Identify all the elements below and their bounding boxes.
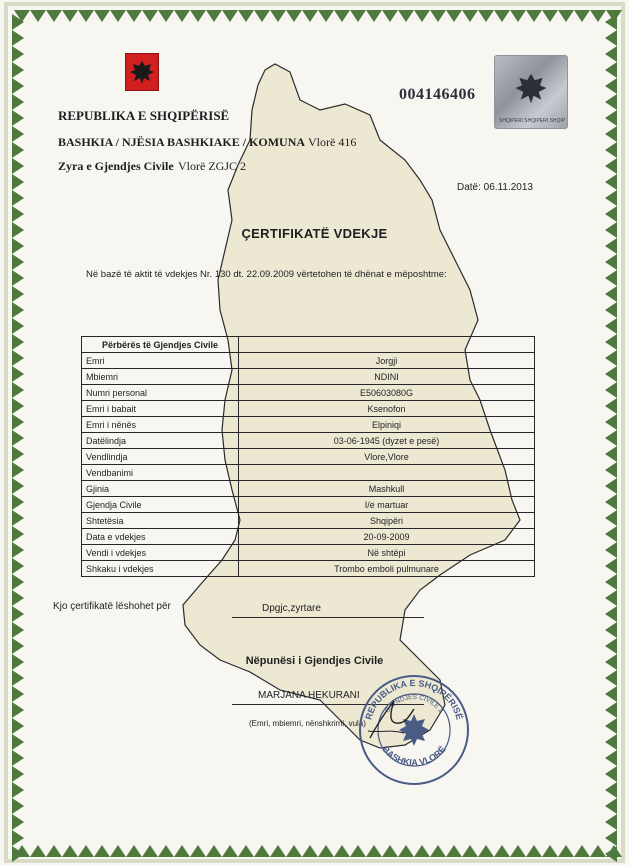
frame-ornament [12,766,24,782]
frame-ornament [12,814,24,830]
frame-ornament [605,174,617,190]
frame-ornament [526,10,542,22]
frame-ornament [605,318,617,334]
frame-ornament [190,845,206,857]
frame-ornament [12,110,24,126]
frame-ornament [605,670,617,686]
frame-ornament [12,350,24,366]
frame-ornament [350,10,366,22]
frame-ornament [302,845,318,857]
intro-text: Në bazë të aktit të vdekjes Nr. 130 dt. 22.09.2009 vërtetohen të dhënat e mëposhtme: [86,269,447,280]
frame-ornament [605,782,617,798]
frame-ornament [558,845,574,857]
table-row [82,385,535,401]
frame-ornament [190,10,206,22]
frame-ornament [222,10,238,22]
frame-ornament [605,478,617,494]
frame-ornament [414,10,430,22]
stamp-inner-text: GJENDJES CIVILE 2 [383,693,445,715]
frame-ornament [605,510,617,526]
frame-ornament [605,686,617,702]
frame-ornament [12,798,24,814]
frame-ornament [574,845,590,857]
frame-ornament [12,158,24,174]
handwritten-signature [360,693,420,743]
frame-ornament [12,718,24,734]
field-label: Emri i babait [82,401,239,417]
frame-ornament [12,30,24,46]
frame-ornament [174,845,190,857]
frame-ornament [94,845,110,857]
frame-ornament [12,750,24,766]
frame-ornament [30,10,46,22]
field-label: Shtetësia [82,513,239,529]
field-value: Vlore,Vlore [239,449,535,465]
frame-ornament [605,126,617,142]
frame-ornament [158,845,174,857]
frame-ornament [12,558,24,574]
frame-ornament [605,766,617,782]
frame-ornament [206,845,222,857]
frame-ornament [382,845,398,857]
frame-ornament [605,158,617,174]
frame-ornament [142,10,158,22]
frame-ornament [494,845,510,857]
frame-ornament [12,526,24,542]
frame-ornament [478,845,494,857]
officer-title: Nëpunësi i Gjendjes Civile [245,655,384,667]
frame-ornament [430,845,446,857]
field-label: Emri [82,353,239,369]
frame-ornament [605,414,617,430]
frame-ornament [12,830,24,846]
frame-ornament [605,526,617,542]
frame-ornament [605,830,617,846]
field-label: Shkaku i vdekjes [82,561,239,577]
field-label: Gjinia [82,481,239,497]
frame-ornament [12,174,24,190]
table-row [82,561,535,577]
frame-ornament [605,446,617,462]
frame-ornament [12,254,24,270]
frame-ornament [334,845,350,857]
frame-ornament [510,10,526,22]
header-office-value: Vlorë ZGJC 2 [178,159,246,173]
frame-ornament [605,590,617,606]
frame-ornament [12,414,24,430]
field-value: Mashkull [239,481,535,497]
issued-for-value: Dpgjc,zyrtare [262,603,321,614]
frame-ornament [605,574,617,590]
frame-ornament [590,10,606,22]
field-label: Vendbanimi [82,465,239,481]
frame-ornament [605,814,617,830]
field-label: Vendi i vdekjes [82,545,239,561]
frame-ornament [605,302,617,318]
frame-ornament [12,574,24,590]
frame-ornament [12,670,24,686]
frame-ornament [12,446,24,462]
frame-ornament [12,590,24,606]
frame-ornament [494,10,510,22]
frame-ornament [12,702,24,718]
frame-ornament [78,10,94,22]
field-value: Në shtëpi [239,545,535,561]
table-row [82,513,535,529]
frame-ornament [206,10,222,22]
frame-ornament [12,366,24,382]
frame-ornament [12,462,24,478]
field-label: Emri i nënës [82,417,239,433]
civil-status-table-body [82,337,535,577]
table-row [82,417,535,433]
frame-ornament [605,30,617,46]
frame-ornament [526,845,542,857]
frame-ornament [446,10,462,22]
frame-ornament [605,430,617,446]
frame-ornament [270,10,286,22]
frame-ornament [350,845,366,857]
frame-ornament [110,845,126,857]
table-row [82,369,535,385]
frame-ornament [605,638,617,654]
frame-ornament [366,845,382,857]
table-row [82,449,535,465]
frame-ornament [12,142,24,158]
frame-ornament [478,10,494,22]
frame-ornament [126,845,142,857]
frame-ornament [286,10,302,22]
frame-ornament [12,206,24,222]
officer-name: MARJANA HEKURANI [258,690,360,701]
field-value: Jorgji [239,353,535,369]
frame-ornament [12,286,24,302]
header-republic: REPUBLIKA E SHQIPËRISË [58,108,230,123]
frame-ornament [605,494,617,510]
table-row [82,401,535,417]
field-label: Data e vdekjes [82,529,239,545]
frame-ornament [605,190,617,206]
frame-ornament [605,606,617,622]
field-label: Gjendja Civile [82,497,239,513]
civil-status-table [81,336,535,577]
frame-ornament [574,10,590,22]
frame-ornament [12,302,24,318]
frame-ornament [605,142,617,158]
frame-ornament [430,10,446,22]
frame-ornament [590,845,606,857]
frame-ornament [605,558,617,574]
frame-ornament [12,46,24,62]
frame-ornament [542,10,558,22]
frame-ornament [605,382,617,398]
frame-ornament [270,845,286,857]
frame-ornament [318,10,334,22]
field-value: I/e martuar [239,497,535,513]
frame-ornament [12,190,24,206]
table-header-empty-cell [239,337,535,353]
frame-ornament [12,62,24,78]
security-hologram [494,55,568,129]
frame-ornament [605,334,617,350]
table-header-cell: Përbërës të Gjendjes Civile [82,337,239,353]
header-office-label: Zyra e Gjendjes Civile [58,159,174,173]
table-row [82,465,535,481]
stamp-bottom-text: BASHKIA VLORË [380,744,448,768]
frame-ornament [302,10,318,22]
albanian-flag-icon [125,53,159,91]
frame-ornament [605,270,617,286]
frame-ornament [12,606,24,622]
table-row [82,545,535,561]
frame-ornament [542,845,558,857]
frame-ornament [382,10,398,22]
frame-ornament [12,478,24,494]
frame-ornament [462,10,478,22]
stamp-outer-text: REPUBLIKA E SHQIPËRISË [363,677,465,721]
frame-ornament [605,78,617,94]
frame-ornament [254,845,270,857]
frame-ornament [62,845,78,857]
frame-ornament [158,10,174,22]
frame-ornament [254,10,270,22]
field-label: Vendlindja [82,449,239,465]
frame-ornament [605,542,617,558]
frame-ornament [605,366,617,382]
frame-ornament [222,845,238,857]
field-value: 03-06-1945 (dyzet e pesë) [239,433,535,449]
frame-ornament [110,10,126,22]
frame-ornament [605,798,617,814]
field-value: 20-09-2009 [239,529,535,545]
table-header-row [82,337,535,353]
field-value [239,465,535,481]
issued-for-line [232,617,424,618]
frame-ornament [12,94,24,110]
frame-ornament [366,10,382,22]
frame-ornament [286,845,302,857]
frame-ornament [12,78,24,94]
table-row [82,497,535,513]
frame-ornament [398,10,414,22]
frame-ornament [12,334,24,350]
frame-ornament [605,94,617,110]
frame-ornament [334,10,350,22]
frame-ornament [605,62,617,78]
field-label: Datëlindja [82,433,239,449]
frame-ornament [12,638,24,654]
officer-caption: (Emri, mbiemri, nënshkrimi, vula) [249,719,366,728]
table-row [82,481,535,497]
frame-ornament [398,845,414,857]
frame-ornament [12,270,24,286]
field-value: Trombo emboli pulmunare [239,561,535,577]
frame-ornament [12,686,24,702]
field-label: Mbiemri [82,369,239,385]
issued-for-label: Kjo çertifikatë lëshohet për [53,601,171,612]
frame-ornament [78,845,94,857]
hologram-text: SHQIPERI SHQIPERI SHQIP [499,118,566,124]
frame-ornament [446,845,462,857]
frame-ornament [12,542,24,558]
field-label: Numri personal [82,385,239,401]
field-value: Ksenofon [239,401,535,417]
frame-ornament [605,718,617,734]
frame-ornament [238,10,254,22]
frame-ornament [142,845,158,857]
frame-ornament [94,10,110,22]
field-value: E50603080G [239,385,535,401]
frame-ornament [605,254,617,270]
frame-ornament [12,430,24,446]
frame-ornament [510,845,526,857]
frame-ornament [558,10,574,22]
frame-ornament [605,398,617,414]
header-municipality-label: BASHKIA / NJËSIA BASHKIAKE / KOMUNA [58,135,306,149]
frame-ornament [605,350,617,366]
frame-ornament [12,126,24,142]
frame-ornament [12,494,24,510]
frame-ornament [12,318,24,334]
frame-ornament [462,845,478,857]
frame-ornament [318,845,334,857]
frame-ornament [414,845,430,857]
field-value: NDINI [239,369,535,385]
frame-ornament [12,510,24,526]
frame-ornament [605,622,617,638]
table-row [82,353,535,369]
frame-ornament [12,382,24,398]
frame-ornament [12,398,24,414]
frame-ornament [605,462,617,478]
frame-ornament [605,750,617,766]
certificate-title: ÇERTIFIKATË VDEKJE [241,226,388,241]
frame-ornament [605,206,617,222]
serial-number: 004146406 [399,86,476,103]
frame-ornament [12,734,24,750]
frame-ornament [30,845,46,857]
issue-date: Datë: 06.11.2013 [457,182,533,193]
table-row [82,529,535,545]
frame-ornament [174,10,190,22]
frame-ornament [605,734,617,750]
frame-ornament [126,10,142,22]
field-value: Elpiniqi [239,417,535,433]
frame-ornament [62,10,78,22]
header-municipality-value: Vlorë 416 [308,135,357,149]
frame-ornament [238,845,254,857]
frame-ornament [605,286,617,302]
field-value: Shqipëri [239,513,535,529]
frame-ornament [605,46,617,62]
frame-ornament [46,845,62,857]
frame-ornament [46,10,62,22]
frame-ornament [12,782,24,798]
frame-ornament [12,622,24,638]
frame-ornament [605,702,617,718]
frame-ornament [605,110,617,126]
table-row [82,433,535,449]
